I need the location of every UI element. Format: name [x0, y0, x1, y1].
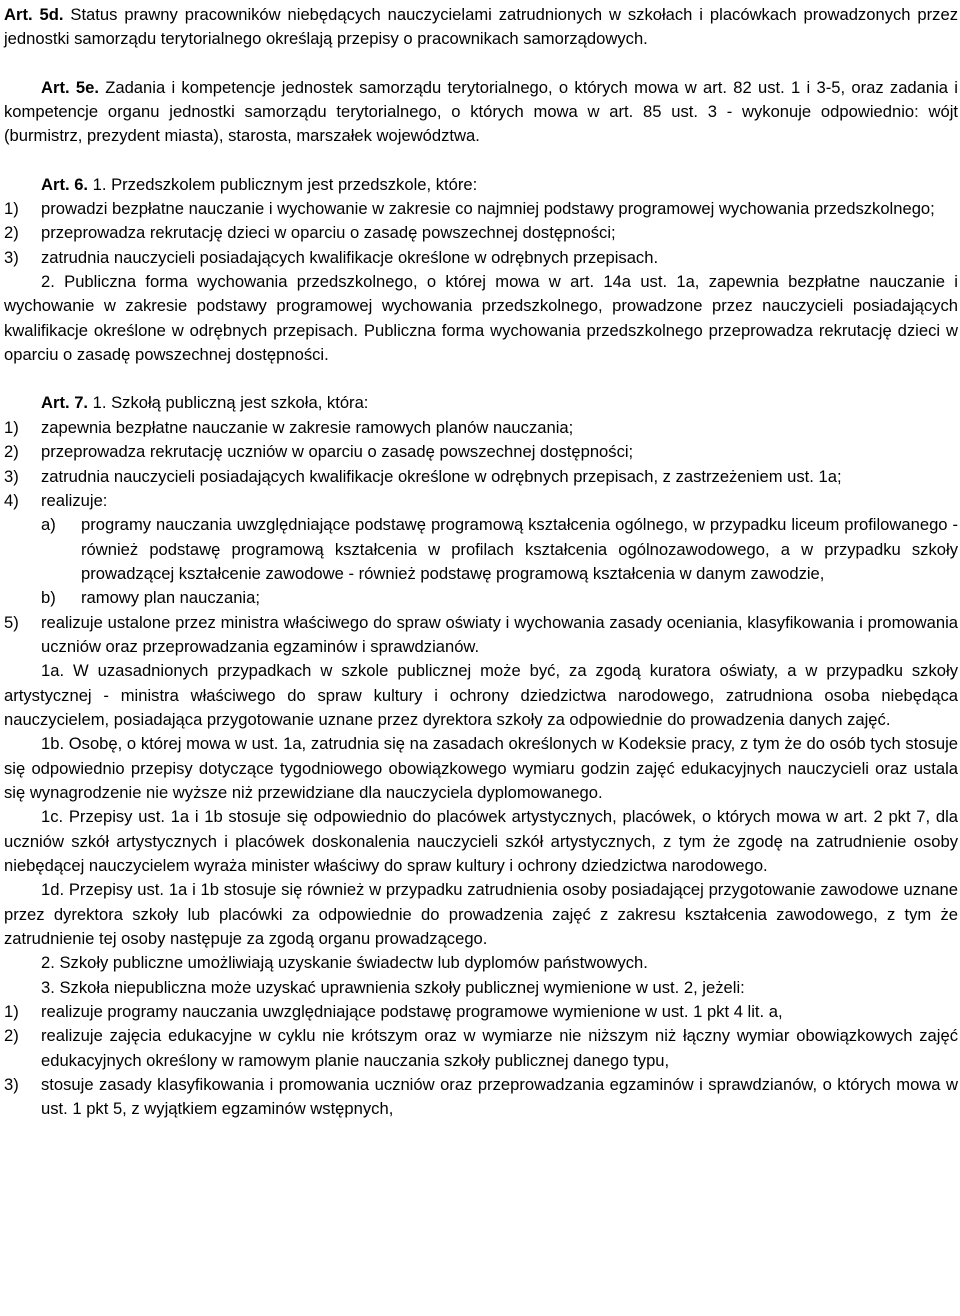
list-item-text: prowadzi bezpłatne nauczanie i wychowanie w zakresie co najmniej podstawy programowej wychowania przedszkolnego;: [41, 199, 935, 219]
art-7-paragraph-3: 3. Szkoła niepubliczna może uzyskać uprawnienia szkoły publicznej wymienione w ust. 2, jeżeli:: [41, 977, 745, 997]
art-5e-paragraph: [4, 76, 958, 149]
list-number: 3): [4, 1075, 19, 1095]
list-number: 1): [4, 1002, 19, 1022]
list-number: 1): [4, 417, 19, 437]
list-number: 4): [4, 490, 19, 510]
sublist-item-text: ramowy plan nauczania;: [81, 588, 260, 608]
art-7-paragraph-1b: 1b. Osobę, o której mowa w ust. 1a, zatrudnia się na zasadach określonych w Kodeksie pracy, z tym że do osób tych stosuje się odpowiednio przepisy dotyczące tygodniowego obowiązkowego wymiaru godzin zajęć edukacyjnych nauczycieli oraz ustala się wynagrodzenie nie wyższe niż przewidziane dla nauczyciela dyplomowanego.: [4, 734, 958, 802]
art-5d-label: Art. 5d.: [4, 5, 64, 24]
list-number: 5): [4, 612, 19, 632]
list-item-text: realizuje:: [41, 490, 108, 510]
art-7-item-4: [4, 489, 958, 513]
art-7-paragraph-1c: 1c. Przepisy ust. 1a i 1b stosuje się odpowiednio do placówek artystycznych, placówek, o których mowa w art. 2 pkt 7, dla uczniów szkół artystycznych i placówek doskonalenia nauczycieli szkół artystycznych, z tym że zgodę na zatrudnienie osoby niebędącej nauczycielem wyraża minister właściwy do spraw kultury i ochrony dziedzictwa narodowego.: [4, 807, 958, 875]
list-item-text: stosuje zasady klasyfikowania i promowania uczniów oraz przeprowadzania egzaminów i sprawdzianów, o których mowa w ust. 1 pkt 5, z wyjątkiem egzaminów wstępnych,: [41, 1075, 958, 1119]
art-6-intro: [4, 173, 958, 197]
list-number: 2): [4, 223, 19, 243]
art-7-item-4-sub-b: [4, 586, 958, 610]
document-body: [0, 3, 960, 1122]
list-number: 1): [4, 199, 19, 219]
art-5e-label: Art. 5e.: [41, 77, 99, 97]
sublist-letter: b): [41, 588, 56, 608]
art-6-paragraph-2: 2. Publiczna forma wychowania przedszkolnego, o której mowa w art. 14a ust. 1a, zapewnia bezpłatne nauczanie i wychowanie w zakresie podstawy programowej wychowania przedszkolnego, prowadzone przez nauczycieli posiadających kwalifikacje określone w odrębnych przepisach. Publiczna forma wychowania przedszkolnego przeprowadza rekrutację dzieci w oparciu o zasadę powszechnej dostępności.: [4, 272, 958, 365]
art-7-p3-item-2: [4, 1024, 958, 1073]
list-number: 3): [4, 247, 19, 267]
art-6-intro-text: 1. Przedszkolem publicznym jest przedszkole, które:: [88, 174, 478, 194]
art-7-paragraph-1a: 1a. W uzasadnionych przypadkach w szkole publicznej może być, za zgodą kuratora oświaty, a w przypadku szkoły artystycznej - ministra właściwego do spraw kultury i ochrony dziedzictwa narodowego, zatrudniona osoba niebędąca nauczycielem, posiadająca przygotowanie uznane przez dyrektora szkoły za odpowiednie do prowadzenia danych zajęć.: [4, 661, 958, 729]
art-7-paragraph-2: 2. Szkoły publiczne umożliwiają uzyskanie świadectw lub dyplomów państwowych.: [41, 953, 648, 973]
art-7-item-1: [4, 416, 958, 440]
list-item-text: zapewnia bezpłatne nauczanie w zakresie ramowych planów nauczania;: [41, 417, 574, 437]
art-7-item-4-sub-a: [4, 513, 958, 586]
art-5d-paragraph: [4, 3, 958, 52]
list-item-text: realizuje zajęcia edukacyjne w cyklu nie krótszym oraz w wymiarze nie niższym niż łączny wymiar obowiązkowych zajęć edukacyjnych określony w ramowym planie nauczania szkoły publicznej danego typu,: [41, 1026, 958, 1070]
sublist-item-text: programy nauczania uwzględniające podstawę programową kształcenia ogólnego, w przypadku liceum profilowanego - również podstawę programową kształcenia w profilach kształcenia ogólnozawodowego, a w przypadku szkoły prowadzącej kształcenie zawodowe - również podstawę programową kształcenia w danym zawodzie,: [81, 515, 958, 583]
sublist-letter: a): [41, 515, 56, 535]
list-item-text: zatrudnia nauczycieli posiadających kwalifikacje określone w odrębnych przepisach.: [41, 247, 659, 267]
document-page: [0, 3, 960, 1316]
list-number: 3): [4, 466, 19, 486]
list-item-text: realizuje ustalone przez ministra właściwego do spraw oświaty i wychowania zasady oceniania, klasyfikowania i promowania uczniów oraz przeprowadzania egzaminów i sprawdzianów.: [41, 612, 958, 656]
art-7-paragraph-1d: 1d. Przepisy ust. 1a i 1b stosuje się również w przypadku zatrudnienia osoby posiadającej przygotowanie zawodowe uznane przez dyrektora szkoły lub placówki za odpowiednie do prowadzenia zajęć z zakresu kształcenia zawodowego, z tym że zatrudnienie tej osoby następuje za zgodą organu prowadzącego.: [4, 880, 958, 949]
list-number: 2): [4, 1026, 19, 1046]
list-item-text: przeprowadza rekrutację uczniów w oparciu o zasadę powszechnej dostępności;: [41, 442, 634, 462]
art-6-label: Art. 6.: [41, 174, 89, 194]
art-7-p3-item-1: [4, 1000, 958, 1024]
art-7-intro: [4, 391, 958, 415]
art-7-p3-item-3: [4, 1073, 958, 1122]
art-6-item-1: [4, 197, 958, 221]
art-7-item-2: [4, 440, 958, 464]
art-5e-text: Zadania i kompetencje jednostek samorządu terytorialnego, o których mowa w art. 82 ust. 1 i 3-5, oraz zadania i kompetencje organu jednostki samorządu terytorialnego, o których mowa w art. 85 ust. 3 - wykonuje odpowiednio: wójt (burmistrz, prezydent miasta), starosta, marszałek województwa.: [4, 77, 958, 146]
art-7-label: Art. 7.: [41, 393, 89, 413]
art-5d-text: Status prawny pracowników niebędących nauczycielami zatrudnionych w szkołach i placówkach prowadzonych przez jednostki samorządu terytorialnego określają przepisy o pracownikach samorządowych.: [4, 5, 958, 49]
list-item-text: realizuje programy nauczania uwzględniające podstawę programowe wymienione w ust. 1 pkt 4 lit. a,: [41, 1002, 783, 1022]
list-item-text: przeprowadza rekrutację dzieci w oparciu o zasadę powszechnej dostępności;: [41, 223, 616, 243]
list-number: 2): [4, 442, 19, 462]
list-item-text: zatrudnia nauczycieli posiadających kwalifikacje określone w odrębnych przepisach, z zastrzeżeniem ust. 1a;: [41, 466, 842, 486]
art-6-item-3: [4, 246, 958, 270]
art-7-item-5: [4, 611, 958, 660]
art-7-item-3: [4, 465, 958, 489]
art-7-intro-text: 1. Szkołą publiczną jest szkoła, która:: [88, 393, 369, 413]
art-6-item-2: [4, 221, 958, 245]
